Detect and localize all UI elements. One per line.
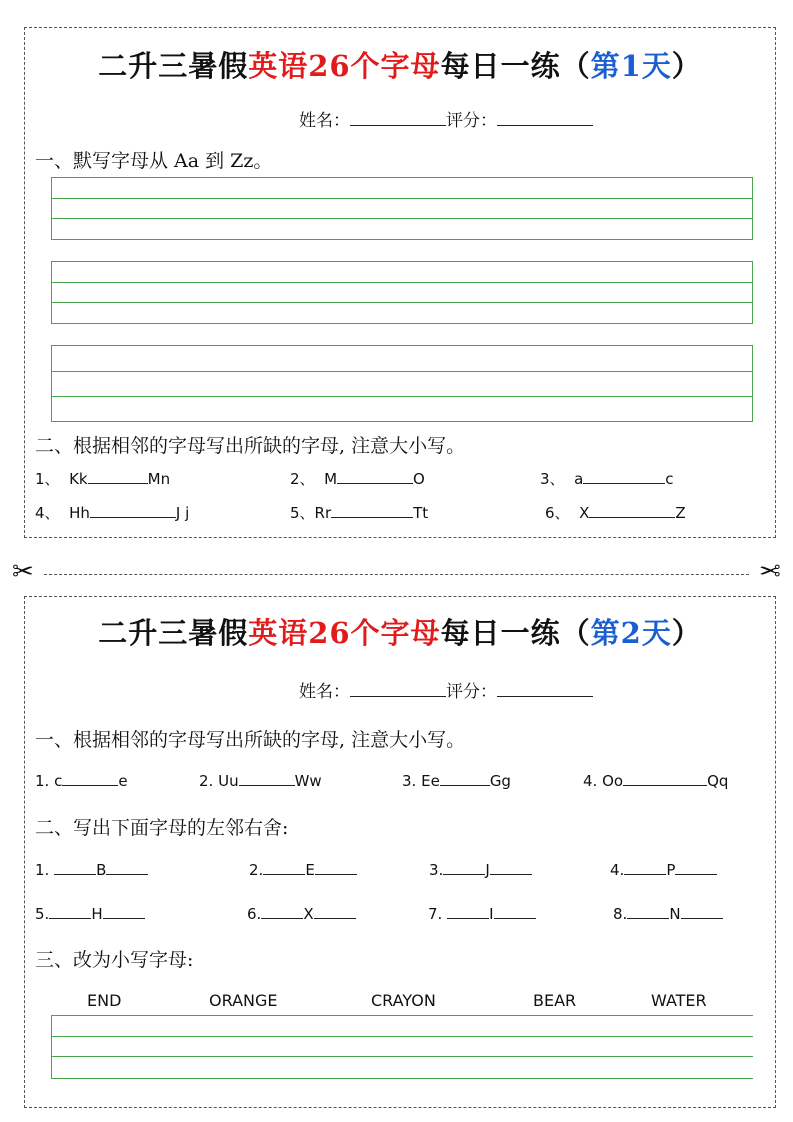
score-blank[interactable] (497, 111, 593, 126)
answer-blank[interactable] (583, 471, 665, 484)
day2-item2-1: 1. B (35, 861, 148, 879)
score-label: 评分： (446, 682, 497, 702)
answer-blank[interactable] (447, 906, 489, 919)
answer-blank[interactable] (589, 505, 675, 518)
day1-card (24, 27, 776, 538)
answer-blank[interactable] (331, 505, 413, 518)
answer-blank[interactable] (88, 471, 148, 484)
day1-item-1: 1、 Kk Mn (35, 470, 171, 488)
day2-section2: 二、写出下面字母的左邻右舍: (35, 817, 289, 839)
day2-name-score (299, 677, 593, 702)
day2-card (24, 596, 776, 1108)
day1-title: 二升三暑假英语26个字母每日一练（第1天） (98, 49, 702, 83)
score-blank[interactable] (497, 682, 593, 697)
answer-blank[interactable] (261, 906, 303, 919)
answer-blank[interactable] (239, 773, 295, 786)
name-label: 姓名： (299, 682, 350, 702)
cut-line (12, 557, 781, 587)
answer-blank[interactable] (263, 862, 305, 875)
answer-blank[interactable] (623, 773, 707, 786)
answer-blank[interactable] (90, 505, 176, 518)
day2-item2-5: 5. H (35, 905, 145, 923)
answer-blank[interactable] (494, 906, 536, 919)
word-4: BEAR (533, 991, 577, 1010)
day1-item-4: 4、 Hh J j (35, 504, 190, 522)
day2-item1-2: 2. Uu Ww (199, 772, 322, 790)
answer-blank[interactable] (681, 906, 723, 919)
writing-lines-3[interactable] (51, 345, 753, 422)
day2-item1-4: 4. Oo Qq (583, 772, 729, 790)
scissors-icon: ✂ (759, 557, 781, 587)
answer-blank[interactable] (675, 862, 717, 875)
writing-lines-2[interactable] (51, 261, 753, 324)
answer-blank[interactable] (62, 773, 118, 786)
day1-section1: 一、默写字母从 Aa 到 Zz。 (35, 150, 273, 172)
score-label: 评分： (446, 111, 497, 131)
answer-blank[interactable] (337, 471, 413, 484)
day2-item2-6: 6. X (247, 905, 356, 923)
answer-blank[interactable] (106, 862, 148, 875)
word-2: ORANGE (209, 991, 278, 1010)
day1-item-6: 6、 X Z (545, 504, 686, 522)
scissors-icon: ✂ (12, 557, 34, 587)
day2-section3: 三、改为小写字母: (35, 949, 194, 971)
day2-item2-3: 3. J (429, 861, 532, 879)
answer-blank[interactable] (490, 862, 532, 875)
word-1: END (87, 991, 122, 1010)
name-blank[interactable] (350, 111, 446, 126)
answer-blank[interactable] (49, 906, 91, 919)
day2-item2-7: 7. I (428, 905, 536, 923)
answer-blank[interactable] (440, 773, 490, 786)
day1-item-2: 2、 M O (290, 470, 425, 488)
day1-item-5: 5、Rr Tt (290, 504, 429, 522)
day1-item-3: 3、 a c (540, 470, 674, 488)
answer-blank[interactable] (627, 906, 669, 919)
day2-section1: 一、根据相邻的字母写出所缺的字母, 注意大小写。 (35, 729, 466, 751)
word-5: WATER (651, 991, 707, 1010)
word-3: CRAYON (371, 991, 436, 1010)
answer-blank[interactable] (624, 862, 666, 875)
day2-item1-3: 3. Ee Gg (402, 772, 511, 790)
answer-blank[interactable] (314, 906, 356, 919)
day2-item2-4: 4. P (610, 861, 717, 879)
day2-item2-2: 2. E (249, 861, 357, 879)
answer-blank[interactable] (443, 862, 485, 875)
day2-item2-8: 8. N (613, 905, 723, 923)
day2-title: 二升三暑假英语26个字母每日一练（第2天） (98, 616, 702, 650)
writing-lines-1[interactable] (51, 177, 753, 240)
day1-name-score (299, 106, 593, 131)
dashed-divider (44, 574, 749, 575)
day2-item1-1: 1. c e (35, 772, 128, 790)
name-label: 姓名： (299, 111, 350, 131)
day1-section2: 二、根据相邻的字母写出所缺的字母, 注意大小写。 (35, 435, 466, 457)
answer-blank[interactable] (103, 906, 145, 919)
answer-blank[interactable] (54, 862, 96, 875)
name-blank[interactable] (350, 682, 446, 697)
answer-blank[interactable] (315, 862, 357, 875)
writing-lines-4[interactable] (51, 1015, 753, 1079)
